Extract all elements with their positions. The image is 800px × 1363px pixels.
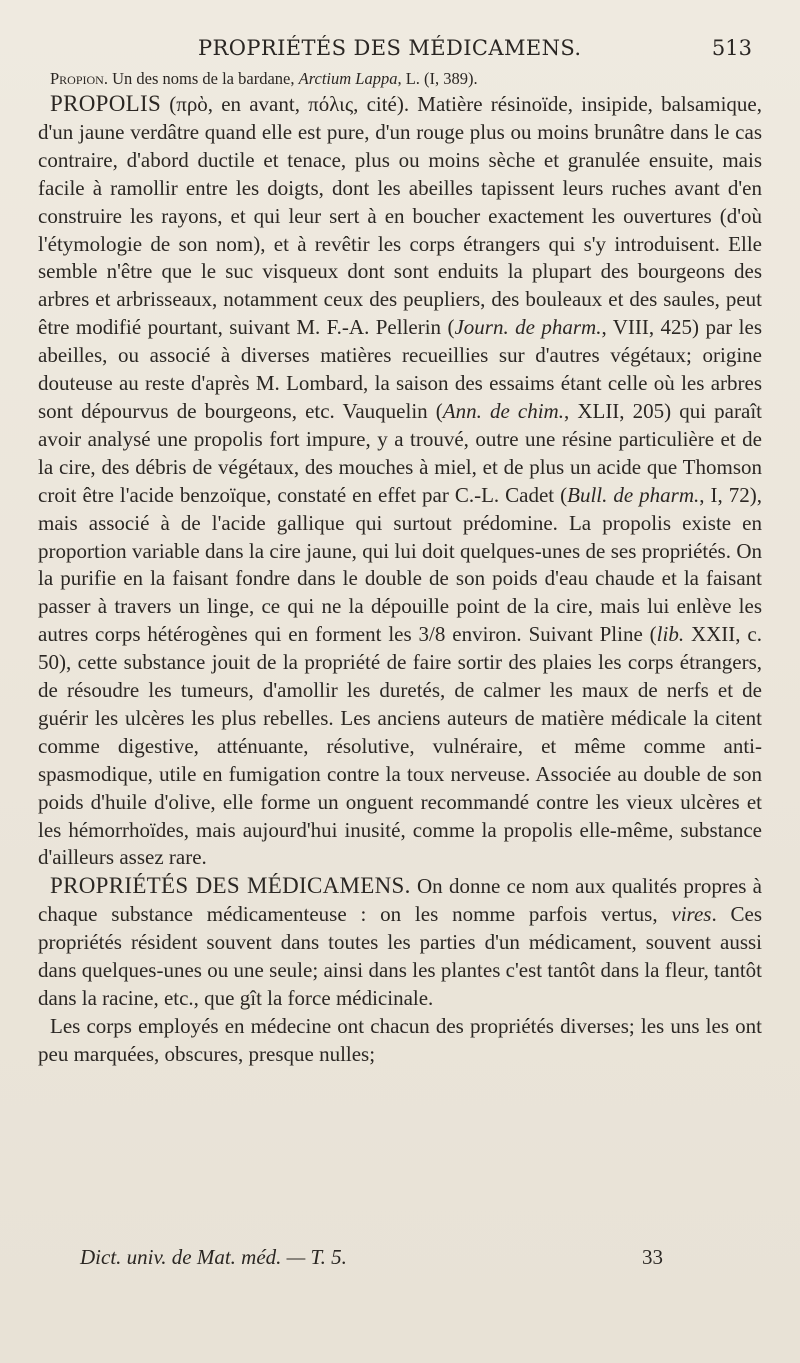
entry-paragraph: Les corps employés en médecine ont chacun des propriétés diverses; les uns les ont peu marquées, obscures, presque nulles;: [38, 1013, 762, 1066]
latin-term: vires: [671, 902, 712, 927]
page-number: 513: [711, 36, 752, 60]
citation: Bull. de pharm.: [567, 482, 700, 507]
running-head: [38, 28, 762, 68]
entry-text: XXII, c. 50), cette substance jouit de la propriété de faire sortir des plaies les corps étrangers, de résoudre les tumeurs, d'amollir les duretés, de calmer les maux de nerfs et de guérir les ulcères les plus rebelles. Les anciens auteurs de matière médicale la citent comme digestive, atténuante, résolutive, vulnéraire, et même comme anti-spasmodique, utile en fumigation contre la toux nerveuse. Associée au double de son poids d'huile d'olive, elle forme un onguent recommandé contre les vieux ulcères et les hémorrhoïdes, mais aujourd'hui inusité, comme la propolis elle-même, substance d'ailleurs assez rare.: [38, 622, 763, 870]
citation: lib.: [656, 622, 685, 647]
entry-propolis: [38, 90, 762, 872]
entry-text: Un des noms de la bardane,: [107, 69, 299, 88]
signature-right: 33: [642, 1245, 663, 1269]
entry-propion: [38, 68, 762, 90]
entry-text: , XLII, 205) qui paraît avoir analysé une propolis fort impure, y a trouvé, outre une résine particulière et de la cire, des débris de végétaux, des mouches à miel, et de plus un acide que Thomson croit être l'acide benzoïque, constaté en effet par C.-L. Cadet (: [38, 398, 762, 507]
entry-text: , L. (I, 389).: [397, 69, 478, 88]
signature-line: [80, 1245, 762, 1270]
dictionary-body: [38, 68, 762, 1069]
entry-text: , VIII, 425) par les abeilles, ou associé à diverses matières recueillies sur d'autres végétaux; origine douteuse au reste d'après M. Lombard, la saison des essaims étant celle où les arbres sont dépourvus de bourgeons, etc. Vauquelin (: [38, 315, 763, 423]
entry-text: , I, 72), mais associé à de l'acide gallique qui surtout prédomine. La propolis existe en proportion variable dans la cire jaune, qui lui doit quelques-unes de ses propriétés. On la purifie en la faisant fondre dans le double de son poids d'eau chaude et la faisant passer à travers un linge, ce qui ne la dépouille point de la cire, mais lui enlève les autres corps hétérogènes qui en forment les 3/8 environ. Suivant Pline (: [38, 482, 762, 647]
entry-term: Propion.: [50, 69, 108, 88]
entry-term: PROPRIÉTÉS DES MÉDICAMENS.: [50, 873, 411, 899]
latin-name: Arctium Lappa: [298, 69, 398, 88]
entry-text: (πρὸ, en avant, πόλις, cité). Matière résinoïde, insipide, balsamique, d'un jaune verdâtre quand elle est pure, d'un rouge plus ou moins brunâtre dans le cas contraire, d'abord ductile et tenace, plus ou moins sèche et granulée ensuite, mais facile à ramollir entre les doigts, dont les abeilles tapissent leurs ruches avant d'en construire les rayons, et qui leur sert à en boucher exactement les ouvertures (d'où l'étymologie de son nom), et à revêtir les corps étrangers qui s'y introduisent. Elle semble n'être que le suc visqueux dont sont enduits la plupart des bourgeons des arbres et arbrisseaux, notamment ceux des peupliers, des bouleaux et des saules, peut être modifié pourtant, suivant M. F.-A. Pellerin (: [38, 92, 762, 340]
running-title: PROPRIÉTÉS DES MÉDICAMENS.: [198, 36, 582, 60]
entry-text: On donne ce nom aux qualités propres à chaque substance médicamenteuse : on les nomme parfois vertus,: [38, 874, 762, 927]
entry-proprietes: [38, 872, 762, 1013]
entry-term: PROPOLIS: [50, 91, 162, 116]
citation: Ann. de chim.: [442, 398, 564, 423]
entry-text: . Ces propriétés résident souvent dans toutes les parties d'un médicament, souvent aussi dans quelques-unes ou une seule; ainsi dans les plantes c'est tantôt dans la fleur, tantôt dans la racine, etc., que gît la force médicinale.: [38, 902, 762, 1010]
signature-left: Dict. univ. de Mat. méd. — T. 5.: [80, 1245, 347, 1269]
citation: Journ. de pharm.: [454, 315, 602, 340]
